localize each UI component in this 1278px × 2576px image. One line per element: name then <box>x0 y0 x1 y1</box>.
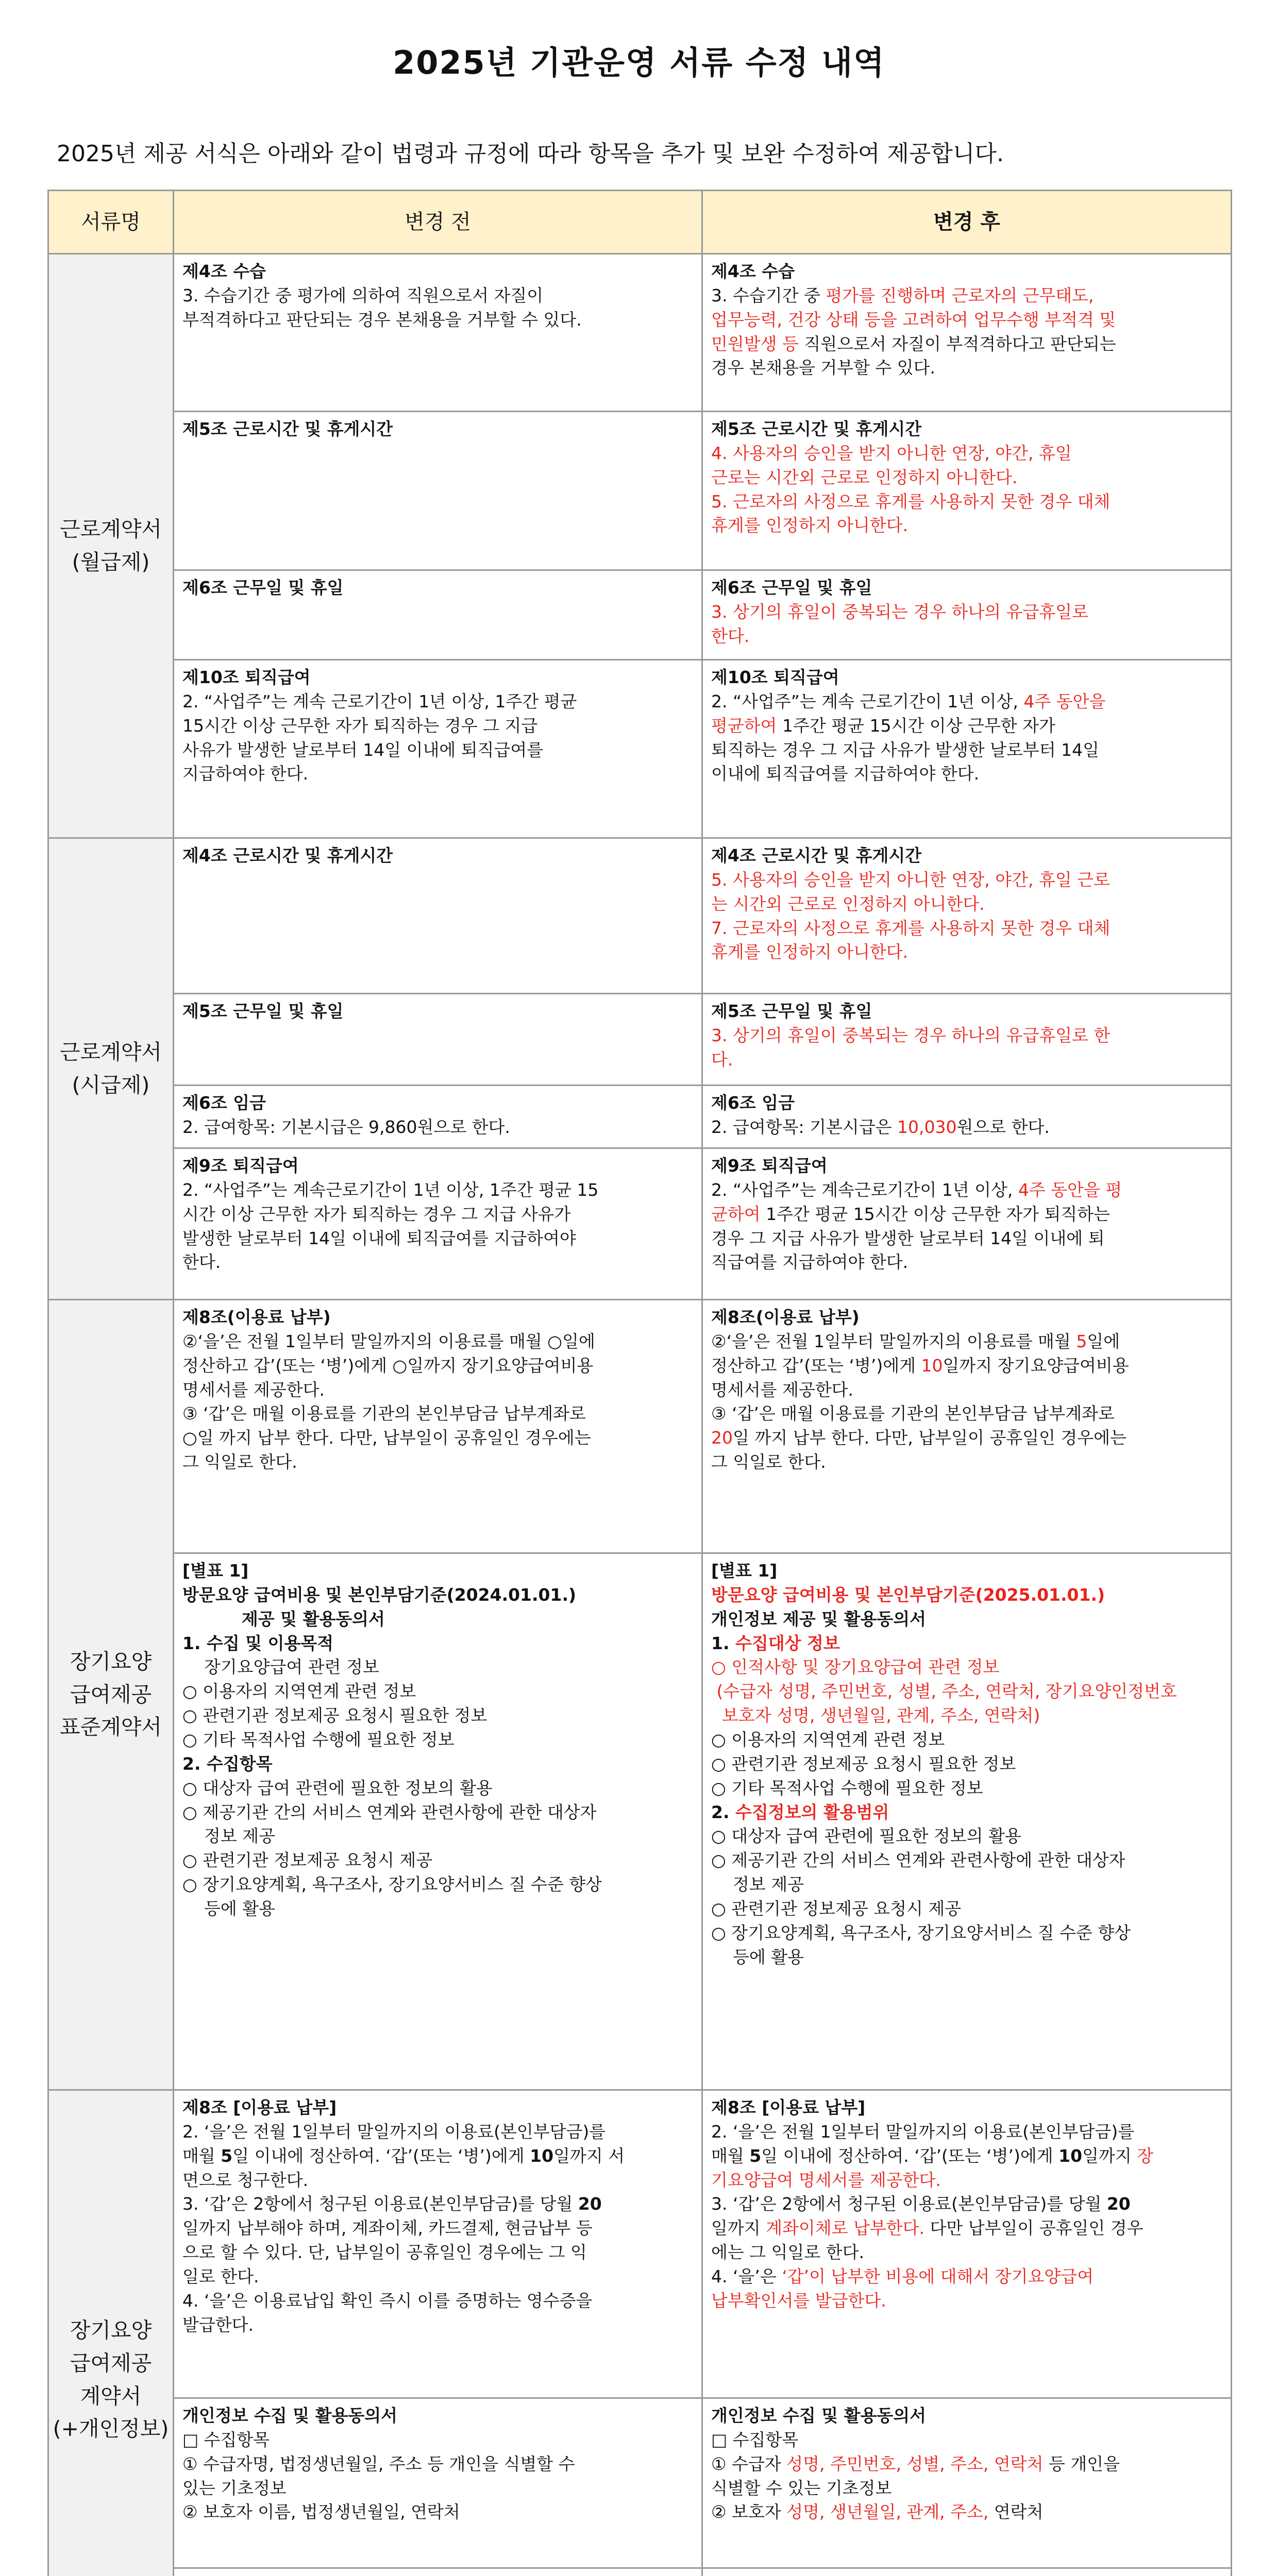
text-line: 등에 활용 <box>182 1899 275 1919</box>
text-line <box>711 2216 1223 2241</box>
revision-table <box>47 190 1232 2576</box>
before-cell <box>174 1086 702 1148</box>
text-line: 부적격하다고 판단되는 경우 본채용을 거부할 수 있다. <box>182 309 582 330</box>
text-segment: 일까지 서 <box>553 2145 625 2166</box>
table-row <box>48 660 1232 838</box>
text-segment: 일 까지 납부 한다. 다만, 납부일이 공휴일인 경우에는 <box>733 1428 1126 1448</box>
text-line: 사유가 발생한 날로부터 14일 이내에 퇴직급여를 <box>182 739 544 760</box>
text-line <box>711 2500 1223 2524</box>
text-line <box>711 332 1223 357</box>
text-line <box>711 1354 1223 1378</box>
text-segment: 연락처 <box>988 2502 1044 2522</box>
text-line: 명세서를 제공한다. <box>182 1379 325 1400</box>
before-cell <box>174 570 702 660</box>
text-line: 등에 활용 <box>711 1946 804 1967</box>
text-segment: 일까지 <box>711 2218 766 2239</box>
after-cell <box>702 1086 1232 1148</box>
article-heading: 제8조 [이용료 납부] <box>711 2097 866 2117</box>
text-segment: 5 <box>749 2145 762 2166</box>
changed-text: 평균하여 <box>711 715 777 736</box>
text-segment: ② 보호자 <box>711 2502 787 2522</box>
changed-text: 평가를 진행하며 근로자의 근무태도, <box>826 285 1094 306</box>
text-segment: 1주간 평균 15시간 이상 근무한 자가 퇴직하는 <box>760 1204 1110 1224</box>
text-line: 정산하고 갑’(또는 ‘병’)에게 ○일까지 장기요양급여비용 <box>182 1355 594 1376</box>
document-name-cell: 장기요양 급여제공 계약서 (+개인정보) <box>48 2090 174 2576</box>
before-cell <box>174 254 702 412</box>
text-line: ○ 관련기관 정보제공 요청시 제공 <box>182 1850 433 1871</box>
table-row <box>48 838 1232 994</box>
table-header-row <box>48 191 1232 254</box>
text-segment: 4. ‘을’은 <box>711 2266 782 2287</box>
text-line: 2. ‘을’은 전월 1일부터 말일까지의 이용료(본인부담금)를 <box>182 2121 606 2142</box>
text-line: ○ 이용자의 지역연계 관련 정보 <box>711 1730 945 1750</box>
article-heading: 개인정보 수집 및 활용동의서 <box>711 2405 927 2426</box>
text-segment: 10 <box>1058 2145 1083 2166</box>
text-segment: 정산하고 갑’(또는 ‘병’)에게 <box>711 1355 921 1376</box>
table-row <box>48 1086 1232 1148</box>
article-heading <box>711 2574 1223 2576</box>
text-line: 3. 상기의 휴일이 중복되는 경우 하나의 유급휴일로 한 <box>711 1025 1111 1045</box>
header-before: 변경 전 <box>174 191 702 254</box>
text-segment: 3. ‘갑’은 2항에서 청구된 이용료(본인부담금)를 당월 <box>182 2194 578 2214</box>
text-line <box>711 690 1223 714</box>
text-segment: 일에 <box>1087 1331 1120 1351</box>
text-line: 그 익일로 한다. <box>711 1452 826 1472</box>
text-segment: 일 이내에 정산하여. ‘갑’(또는 ‘병’)에게 <box>761 2145 1059 2166</box>
before-cell <box>174 2568 702 2576</box>
article-heading: 제4조 수습 <box>182 261 266 281</box>
article-heading: [별표 1] <box>711 1561 778 1581</box>
text-line: ① 수급자명, 법정생년월일, 주소 등 개인을 식별할 수 <box>182 2453 575 2474</box>
article-heading: 제10조 퇴직급여 <box>711 667 839 687</box>
text-line: 시간 이상 근무한 자가 퇴직하는 경우 그 지급 사유가 <box>182 1204 571 1224</box>
text-segment: ②‘을’은 전월 1일부터 말일까지의 이용료를 매월 <box>711 1331 1077 1351</box>
before-cell <box>174 1300 702 1553</box>
text-line: 한다. <box>711 625 750 646</box>
text-line <box>711 1178 1223 1202</box>
text-line <box>711 1115 1223 1140</box>
text-segment: 3. 수습기간 중 <box>711 285 826 306</box>
text-segment: 2. 급여항목: 기본시급은 <box>711 1116 897 1137</box>
changed-text: 5 <box>1076 1331 1087 1351</box>
text-segment: 1주간 평균 15시간 이상 근무한 자가 <box>777 715 1055 736</box>
article-heading: 제5조 근무일 및 휴일 <box>711 1001 872 1021</box>
article-heading: 제9조 퇴직급여 <box>711 1156 828 1176</box>
text-line: 3. 수습기간 중 평가에 의하여 직원으로서 자질이 <box>182 285 544 306</box>
text-line <box>182 2144 694 2168</box>
text-line: ③ ‘갑’은 매월 이용료를 기관의 본인부담금 납부계좌로 <box>182 1403 586 1424</box>
before-cell <box>174 1553 702 2090</box>
text-line: ○ 이용자의 지역연계 관련 정보 <box>182 1681 416 1702</box>
text-line: 으로 할 수 있다. 단, 납부일이 공휴일인 경우에는 그 익 <box>182 2242 587 2263</box>
text-line: 는 시간외 근로로 인정하지 아니한다. <box>711 893 985 914</box>
table-row <box>48 2568 1232 2576</box>
text-segment: ① 수급자 <box>711 2453 787 2474</box>
text-segment: 다만 납부일이 공휴일인 경우 <box>924 2218 1144 2239</box>
text-line: 그 익일로 한다. <box>182 1452 297 1472</box>
article-heading: 제6조 임금 <box>182 1093 266 1113</box>
text-line <box>711 2265 1223 2289</box>
text-line: 경우 그 지급 사유가 발생한 날로부터 14일 이내에 퇴 <box>711 1228 1105 1248</box>
text-line: 일로 한다. <box>182 2266 259 2287</box>
changed-text: 장 <box>1137 2145 1154 2166</box>
changed-text: 20 <box>711 1428 733 1448</box>
changed-text: 10,030 <box>897 1116 957 1137</box>
changed-text: 성명, 주민번호, 성별, 주소, 연락처 <box>786 2453 1044 2474</box>
table-row <box>48 570 1232 660</box>
changed-text: 수집대상 정보 <box>735 1633 840 1653</box>
article-heading: 제4조 근로시간 및 휴게시간 <box>711 845 922 866</box>
text-segment: 20 <box>1106 2194 1131 2214</box>
text-line: 2. 급여항목: 기본시급은 9,860원으로 한다. <box>182 1116 510 1137</box>
changed-text: 4주 동안을 평 <box>1018 1179 1122 1200</box>
text-line: 2. “사업주”는 계속 근로기간이 1년 이상, 1주간 평균 <box>182 691 577 711</box>
text-line: ○ 제공기관 간의 서비스 연계와 관련사항에 관한 대상자 <box>711 1850 1125 1871</box>
text-line: 4. 사용자의 승인을 받지 아니한 연장, 야간, 휴일 <box>711 443 1072 463</box>
text-line: 7. 근로자의 사정으로 휴게를 사용하지 못한 경우 대체 <box>711 918 1111 938</box>
text-segment: 2. “사업주”는 계속근로기간이 1년 이상, <box>711 1179 1018 1200</box>
after-cell <box>702 994 1232 1086</box>
text-line: ○ 인적사항 및 장기요양급여 관련 정보 <box>711 1657 1000 1677</box>
after-cell <box>702 1300 1232 1553</box>
table-row <box>48 1300 1232 1553</box>
text-line <box>711 2192 1223 2216</box>
text-line: 15시간 이상 근무한 자가 퇴직하는 경우 그 지급 <box>182 715 538 736</box>
table-row <box>48 1148 1232 1300</box>
article-heading: 제9조 퇴직급여 <box>182 1156 299 1176</box>
before-cell <box>174 2398 702 2568</box>
text-line: 이내에 퇴직급여를 지급하여야 한다. <box>711 764 980 784</box>
text-line: ○ 기타 목적사업 수행에 필요한 정보 <box>711 1777 983 1798</box>
text-line: 정보 제공 <box>182 1826 275 1846</box>
after-cell <box>702 2398 1232 2568</box>
article-heading: 제5조 근로시간 및 휴게시간 <box>711 419 922 439</box>
text-line: 휴게를 인정하지 아니한다. <box>711 942 909 962</box>
text-line <box>711 1632 1223 1656</box>
before-cell <box>174 2090 702 2398</box>
article-heading: 2. 수집항목 <box>182 1753 273 1774</box>
after-cell <box>702 2090 1232 2398</box>
text-line: ○ 관련기관 정보제공 요청시 필요한 정보 <box>711 1753 1016 1774</box>
article-heading <box>182 2574 694 2576</box>
intro-text: 2025년 제공 서식은 아래와 같이 법령과 규정에 따라 항목을 추가 및 보완 수정하여 제공합니다. <box>57 141 1004 167</box>
text-line: 경우 본채용을 거부할 수 있다. <box>711 358 935 378</box>
text-segment: 등 개인을 <box>1043 2453 1120 2474</box>
article-heading: 제5조 근로시간 및 휴게시간 <box>182 419 393 439</box>
text-line: (수급자 성명, 주민번호, 성별, 주소, 연락처, 장기요양인정번호 <box>711 1681 1177 1702</box>
article-heading: 제4조 근로시간 및 휴게시간 <box>182 845 393 866</box>
header-after: 변경 후 <box>702 191 1232 254</box>
text-line: □ 수집항목 <box>711 2429 799 2450</box>
article-heading: 방문요양 급여비용 및 본인부담기준(2024.01.01.) <box>182 1584 577 1605</box>
article-heading: 개인정보 제공 및 활용동의서 <box>711 1608 927 1629</box>
article-heading: 제10조 퇴직급여 <box>182 667 311 687</box>
text-segment: 매월 <box>182 2145 221 2166</box>
text-line: 보호자 성명, 생년월일, 관계, 주소, 연락처) <box>711 1705 1040 1726</box>
table-row <box>48 994 1232 1086</box>
text-segment: 일 이내에 정산하여. ‘갑’(또는 ‘병’)에게 <box>232 2145 530 2166</box>
text-line: 퇴직하는 경우 그 지급 사유가 발생한 날로부터 14일 <box>711 739 1099 760</box>
text-segment: 10 <box>530 2145 554 2166</box>
before-cell <box>174 412 702 570</box>
text-line: 근로는 시간외 근로로 인정하지 아니한다. <box>711 467 1018 487</box>
changed-text: 성명, 생년월일, 관계, 주소, <box>786 2502 989 2522</box>
text-line: ○ 대상자 급여 관련에 필요한 정보의 활용 <box>182 1777 493 1798</box>
text-line <box>711 1202 1223 1227</box>
text-line: 일까지 납부해야 하며, 계좌이체, 카드결제, 현금납부 등 <box>182 2218 593 2239</box>
changed-text: 계좌이체로 납부한다. <box>766 2218 925 2239</box>
text-line: ○ 관련기관 정보제공 요청시 제공 <box>711 1899 962 1919</box>
text-line <box>711 284 1223 308</box>
after-cell <box>702 2568 1232 2576</box>
text-line: 발생한 날로부터 14일 이내에 퇴직급여를 지급하여야 <box>182 1228 576 1248</box>
text-line: ○ 관련기관 정보제공 요청시 필요한 정보 <box>182 1705 487 1726</box>
text-line: 한다. <box>182 1252 221 1273</box>
text-line: 식별할 수 있는 기초정보 <box>711 2478 892 2498</box>
table-row <box>48 2398 1232 2568</box>
text-segment: 일까지 <box>1082 2145 1137 2166</box>
document-name-cell: 근로계약서 (시급제) <box>48 838 174 1300</box>
before-cell <box>174 1148 702 1300</box>
changed-text: 10 <box>921 1355 943 1376</box>
document-name-cell: 장기요양 급여제공 표준계약서 <box>48 1300 174 2090</box>
text-line: 2. “사업주”는 계속근로기간이 1년 이상, 1주간 평균 15 <box>182 1179 599 1200</box>
text-line <box>711 714 1223 738</box>
text-line: 다. <box>711 1049 733 1070</box>
text-line <box>711 1426 1223 1450</box>
text-line: 3. 상기의 휴일이 중복되는 경우 하나의 유급휴일로 <box>711 601 1088 622</box>
text-line: 휴게를 인정하지 아니한다. <box>711 515 909 536</box>
header-doc: 서류명 <box>48 191 174 254</box>
after-cell <box>702 570 1232 660</box>
article-heading: 제6조 근무일 및 휴일 <box>711 578 872 598</box>
before-cell <box>174 994 702 1086</box>
after-cell <box>702 1553 1232 2090</box>
text-line: 납부확인서를 발급한다. <box>711 2290 886 2311</box>
text-line: ○ 장기요양계획, 욕구조사, 장기요양서비스 질 수준 향상 <box>711 1922 1131 1943</box>
text-line: ③ ‘갑’은 매월 이용료를 기관의 본인부담금 납부계좌로 <box>711 1403 1115 1424</box>
after-cell <box>702 660 1232 838</box>
text-line: ○ 대상자 급여 관련에 필요한 정보의 활용 <box>711 1826 1021 1846</box>
text-line: 5. 사용자의 승인을 받지 아니한 연장, 야간, 휴일 근로 <box>711 869 1110 890</box>
before-cell <box>174 838 702 994</box>
text-line: 직급여를 지급하여야 한다. <box>711 1252 909 1273</box>
article-heading: 제8조(이용료 납부) <box>711 1307 860 1327</box>
after-cell <box>702 1148 1232 1300</box>
article-heading: 제6조 임금 <box>711 1093 795 1113</box>
text-line: 에는 그 익일로 한다. <box>711 2242 864 2263</box>
text-line: ② 보호자 이름, 법정생년월일, 연락처 <box>182 2502 460 2522</box>
text-segment: 3. ‘갑’은 2항에서 청구된 이용료(본인부담금)를 당월 <box>711 2194 1107 2214</box>
text-line: ○ 장기요양계획, 욕구조사, 장기요양서비스 질 수준 향상 <box>182 1874 602 1895</box>
text-line: 업무능력, 건강 상태 등을 고려하여 업무수행 부적격 및 <box>711 309 1116 330</box>
changed-text: 균하여 <box>711 1204 761 1224</box>
text-line: 지급하여야 한다. <box>182 764 309 784</box>
document-title: 2025년 기관운영 서류 수정 내역 <box>393 44 885 81</box>
text-line: 발급한다. <box>182 2314 254 2335</box>
text-line <box>711 2452 1223 2477</box>
text-line: 5. 근로자의 사정으로 휴게를 사용하지 못한 경우 대체 <box>711 491 1111 512</box>
text-line: 명세서를 제공한다. <box>711 1379 854 1400</box>
table-row <box>48 412 1232 570</box>
article-heading: 개인정보 수집 및 활용동의서 <box>182 2405 398 2426</box>
revision-table-body <box>48 254 1232 2576</box>
text-line: 기요양급여 명세서를 제공한다. <box>711 2170 941 2190</box>
article-heading: 제4조 수습 <box>711 261 795 281</box>
text-line: 면으로 청구한다. <box>182 2170 309 2190</box>
text-segment: 일까지 장기요양급여비용 <box>943 1355 1129 1376</box>
article-heading: 1. 수집 및 이용목적 <box>182 1633 334 1653</box>
table-row <box>48 1553 1232 2090</box>
table-row <box>48 254 1232 412</box>
article-heading: 제8조(이용료 납부) <box>182 1307 331 1327</box>
changed-text: ‘갑’이 납부한 비용에 대해서 장기요양급여 <box>782 2266 1094 2287</box>
text-line: 있는 기초정보 <box>182 2478 287 2498</box>
text-segment: 2. “사업주”는 계속 근로기간이 1년 이상, <box>711 691 1024 711</box>
text-line: 2. ‘을’은 전월 1일부터 말일까지의 이용료(본인부담금)를 <box>711 2121 1135 2142</box>
after-cell <box>702 254 1232 412</box>
changed-text: 민원발생 등 <box>711 333 799 354</box>
article-heading: 제6조 근무일 및 휴일 <box>182 578 344 598</box>
text-line <box>711 1801 1223 1825</box>
text-line: □ 수집항목 <box>182 2429 270 2450</box>
document-name-cell: 근로계약서 (월급제) <box>48 254 174 838</box>
article-heading: 제8조 [이용료 납부] <box>182 2097 337 2117</box>
article-heading: 제5조 근무일 및 휴일 <box>182 1001 344 1021</box>
text-line <box>711 1330 1223 1354</box>
before-cell <box>174 660 702 838</box>
text-line: ②‘을’은 전월 1일부터 말일까지의 이용료를 매월 ○일에 <box>182 1331 595 1351</box>
text-segment: 직원으로서 자질이 부적격하다고 판단되는 <box>798 333 1116 354</box>
changed-text: 4주 동안을 <box>1023 691 1106 711</box>
text-segment: 2. <box>711 1802 735 1822</box>
text-line <box>711 2144 1223 2168</box>
text-line: 정보 제공 <box>711 1874 804 1895</box>
table-row <box>48 2090 1232 2398</box>
text-line: ○일 까지 납부 한다. 다만, 납부일이 공휴일인 경우에는 <box>182 1428 591 1448</box>
text-line: ○ 기타 목적사업 수행에 필요한 정보 <box>182 1730 455 1750</box>
article-heading: 제공 및 활용동의서 <box>182 1608 385 1629</box>
text-segment: 원으로 한다. <box>956 1116 1050 1137</box>
after-cell <box>702 412 1232 570</box>
text-line <box>182 2192 694 2216</box>
text-line: ○ 제공기관 간의 서비스 연계와 관련사항에 관한 대상자 <box>182 1802 597 1822</box>
text-segment: 20 <box>578 2194 602 2214</box>
text-segment: 5 <box>221 2145 233 2166</box>
changed-text: 수집정보의 활용범위 <box>735 1802 889 1822</box>
text-segment: 매월 <box>711 2145 750 2166</box>
after-cell <box>702 838 1232 994</box>
article-heading: 방문요양 급여비용 및 본인부담기준(2025.01.01.) <box>711 1584 1105 1605</box>
text-line: 장기요양급여 관련 정보 <box>182 1657 379 1677</box>
article-heading: [별표 1] <box>182 1561 249 1581</box>
text-line: 4. ‘을’은 이용료납입 확인 즉시 이를 증명하는 영수증을 <box>182 2290 593 2311</box>
text-segment: 1. <box>711 1633 735 1653</box>
